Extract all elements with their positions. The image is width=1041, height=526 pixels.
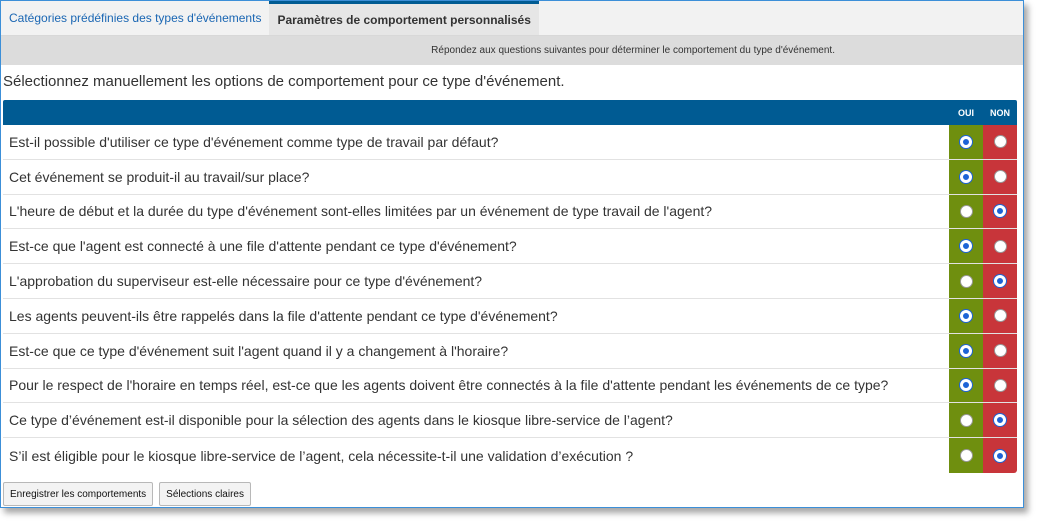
cell-oui <box>949 334 983 368</box>
radio-non[interactable] <box>994 205 1006 217</box>
table-body <box>3 125 1017 473</box>
cell-non <box>983 438 1017 473</box>
tab-bar <box>1 1 1023 36</box>
radio-non[interactable] <box>994 309 1007 322</box>
table-row <box>3 229 1017 264</box>
table-row <box>3 369 1017 404</box>
tab-predefined-categories[interactable]: Catégories prédéfinies des types d'événements <box>1 1 269 35</box>
question-text: L'approbation du superviseur est-elle nécessaire pour ce type d'événement? <box>3 264 949 298</box>
table-header <box>3 100 1017 125</box>
radio-non[interactable] <box>994 414 1006 426</box>
cell-oui <box>949 229 983 263</box>
table-row <box>3 438 1017 473</box>
radio-oui[interactable] <box>960 414 973 427</box>
question-text: Cet événement se produit-il au travail/sur place? <box>3 160 949 194</box>
cell-oui <box>949 438 983 473</box>
question-text: Pour le respect de l'horaire en temps réel, est-ce que les agents doivent être connectés à la file d'attente pendant les événements de ce type? <box>3 369 949 403</box>
question-text: Est-ce que l'agent est connecté à une file d'attente pendant ce type d'événement? <box>3 229 949 263</box>
table-row <box>3 125 1017 160</box>
table-row <box>3 195 1017 230</box>
cell-non <box>983 334 1017 368</box>
instruction-text: Sélectionnez manuellement les options de comportement pour ce type d'événement. <box>3 73 565 90</box>
cell-non <box>983 299 1017 333</box>
column-header-oui: OUI <box>957 107 974 118</box>
cell-oui <box>949 125 983 159</box>
question-text: L'heure de début et la durée du type d'événement sont-elles limitées par un événement de type travail de l'agent? <box>3 195 949 229</box>
table-row <box>3 299 1017 334</box>
radio-non[interactable] <box>994 170 1007 183</box>
radio-oui[interactable] <box>960 449 973 462</box>
cell-non <box>983 264 1017 298</box>
question-text: Ce type d’événement est-il disponible pour la sélection des agents dans le kiosque libre-service de l’agent? <box>3 403 949 437</box>
question-text: Est-ce que ce type d'événement suit l'agent quand il y a changement à l'horaire? <box>3 334 949 368</box>
radio-oui[interactable] <box>960 205 973 218</box>
question-text: S’il est éligible pour le kiosque libre-service de l’agent, cela nécessite-t-il une validation d’exécution ? <box>3 438 949 473</box>
radio-non[interactable] <box>994 275 1006 287</box>
radio-oui[interactable] <box>960 379 972 391</box>
cell-non <box>983 125 1017 159</box>
cell-oui <box>949 299 983 333</box>
cell-oui <box>949 403 983 437</box>
cell-non <box>983 195 1017 229</box>
question-text: Les agents peuvent-ils être rappelés dans la file d'attente pendant ce type d'événement? <box>3 299 949 333</box>
clear-selections-button[interactable]: Sélections claires <box>159 482 251 506</box>
radio-oui[interactable] <box>960 136 972 148</box>
save-behaviors-button[interactable]: Enregistrer les comportements <box>3 482 153 506</box>
cell-non <box>983 229 1017 263</box>
radio-oui[interactable] <box>960 310 972 322</box>
radio-oui[interactable] <box>960 345 972 357</box>
cell-oui <box>949 195 983 229</box>
radio-non[interactable] <box>994 240 1007 253</box>
column-header-non: NON <box>990 107 1010 118</box>
radio-non[interactable] <box>994 450 1006 462</box>
cell-oui <box>949 160 983 194</box>
cell-non <box>983 160 1017 194</box>
radio-oui[interactable] <box>960 240 972 252</box>
tab-custom-behavior[interactable]: Paramètres de comportement personnalisés <box>269 1 538 35</box>
cell-non <box>983 403 1017 437</box>
radio-oui[interactable] <box>960 171 972 183</box>
radio-non[interactable] <box>994 379 1007 392</box>
table-row <box>3 334 1017 369</box>
radio-non[interactable] <box>994 344 1007 357</box>
question-text: Est-il possible d'utiliser ce type d'événement comme type de travail par défaut? <box>3 125 949 159</box>
table-row <box>3 160 1017 195</box>
radio-non[interactable] <box>994 135 1007 148</box>
cell-oui <box>949 264 983 298</box>
behavior-table <box>3 100 1017 473</box>
info-text: Répondez aux questions suivantes pour déterminer le comportement du type d'événement. <box>431 45 835 56</box>
info-bar <box>1 36 1023 65</box>
cell-oui <box>949 369 983 403</box>
cell-non <box>983 369 1017 403</box>
radio-oui[interactable] <box>960 275 973 288</box>
table-row <box>3 403 1017 438</box>
table-row <box>3 264 1017 299</box>
action-buttons <box>3 482 251 506</box>
